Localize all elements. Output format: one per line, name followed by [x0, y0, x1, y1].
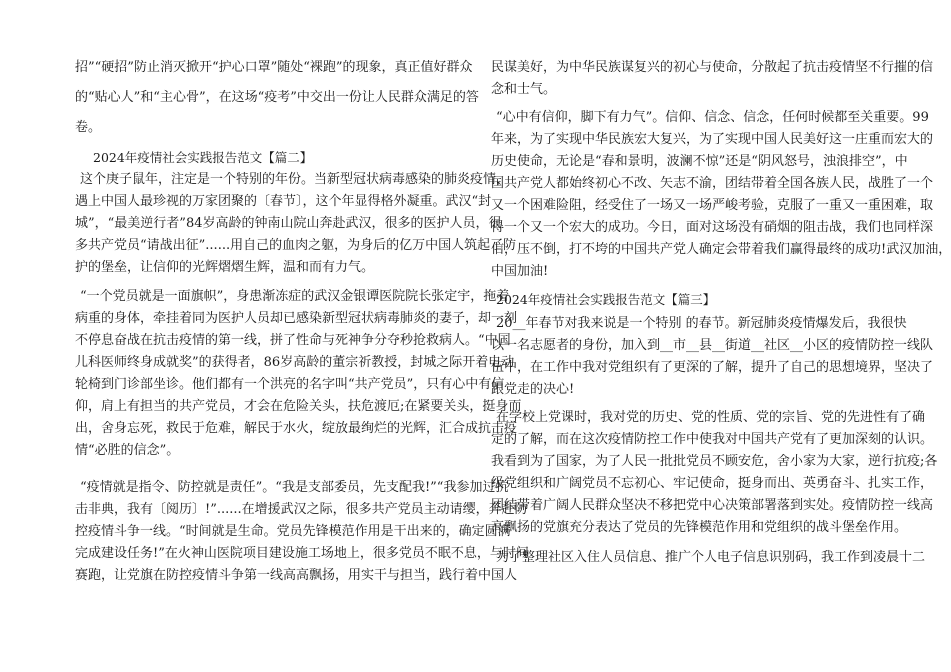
- paragraph-line: 得一个又一个宏大的成功。今日，面对这场没有硝烟的阻击战，我们也同样深: [491, 220, 934, 235]
- paragraph-line: 儿科医师终身成就奖”的获得者，86岁高龄的董宗祈教授，封城之际开着电动: [75, 355, 515, 370]
- paragraph-line: 以一名志愿者的身份，加入到__市__县__街道__社区__小区的疫情防控一线队: [491, 338, 934, 353]
- paragraph-line: 护的堡垒，让信仰的光辉熠熠生辉，温和而有力气。: [75, 260, 375, 275]
- paragraph-line: “一个党员就是一面旗帜”，身患渐冻症的武汉金银谭医院院长张定宇，拖着: [80, 289, 510, 304]
- paragraph-line: 出，舍身忘死，救民于危难，解民于水火，绽放最绚烂的光辉，汇合成抗击疫: [75, 421, 518, 436]
- paragraph-line: 不停息奋战在抗击疫情的第一线，拼了性命与死神争分夺秒抢救病人。“中国: [75, 333, 511, 348]
- paragraph-line: “疫情就是指令、防控就是责任”。“我是支部委员，先支配我!”“我参加过抗: [80, 480, 509, 495]
- paragraph-line: 历史使命，无论是“春和景明，波澜不惊”还是“阴风怒号，浊浪排空”，中: [491, 154, 908, 169]
- paragraph-line: 我看到为了国家，为了人民一批批党员不顾安危，舍小家为大家，逆行抗疫;各: [491, 454, 938, 469]
- paragraph-line: 招”“硬招”防止消灭掀开“护心口罩”随处“裸跑”的现象，真正值好群众: [75, 60, 473, 75]
- paragraph-line: “心中有信仰，脚下有力气”。信仰、信念、信念，任何时候都至关重要。99: [496, 110, 929, 125]
- paragraph-line: 遇上中国人最珍视的万家团聚的〔春节〕，这个年显得格外凝重。武汉“封: [75, 194, 492, 209]
- paragraph-line: 这个庚子鼠年，注定是一个特别的年份。当新型冠状病毒感染的肺炎疫情，: [80, 172, 510, 187]
- paragraph-line: 多共产党员“请战出征”......用自己的血肉之躯，为身后的亿万中国人筑起了防: [75, 238, 517, 253]
- paragraph-line: 仰，肩上有担当的共产党员，才会在危险关头，扶危渡厄;在紧要关头，挺身而: [75, 399, 522, 414]
- paragraph-line: 完成建设任务!”在火神山医院项目建设施工场地上，很多党员不眠不息，与时间: [75, 546, 529, 561]
- paragraph-line: 城”，“最美逆行者”84岁高龄的钟南山院山奔赴武汉，很多的医护人员，很: [75, 216, 502, 231]
- paragraph-line: 民谋美好，为中华民族谋复兴的初心与使命，分散起了抗击疫情坚不行摧的信: [491, 60, 934, 75]
- paragraph-line: 伍中，在工作中我对党组织有了更深的了解，提升了自己的思想境界，坚决了: [491, 360, 934, 375]
- paragraph-line: 轮椅到门诊部坐诊。他们都有一个洪亮的名字叫“共产党员”，只有心中有信: [75, 377, 505, 392]
- paragraph-line: 团结带着广阔人民群众坚决不移把党中心决策部署落到实处。疫情防控一线高: [491, 498, 934, 513]
- paragraph-line: 赛跑，让党旗在防控疫情斗争第一线高高飘扬，用实干与担当，践行着中国人: [75, 568, 518, 583]
- paragraph-line: 为了整理社区入住人员信息、推广个人电子信息识别码，我工作到凌晨十二: [496, 550, 926, 565]
- paragraph-line: 20__年春节对我来说是一个特别 的春节。新冠肺炎疫情爆发后，我很快: [496, 316, 907, 331]
- paragraph-line: 中国加油!: [491, 264, 549, 279]
- paragraph-line: 控疫情斗争一线。“时间就是生命。党员先锋模范作用是干出来的，确定圆满: [75, 524, 511, 539]
- paragraph-line: 卷。: [75, 120, 102, 135]
- paragraph-line: 情“必胜的信念”。: [75, 443, 180, 458]
- paragraph-line: 念和士气。: [491, 82, 557, 97]
- paragraph-line: 高飘扬的党旗充分表达了党员的先锋模范作用和党组织的战斗堡垒作用。: [491, 520, 908, 535]
- paragraph-line: 病重的身体，牵挂着同为医护人员却已感染新型冠状病毒肺炎的妻子，却一刻: [75, 311, 518, 326]
- paragraph-line: 的“贴心人”和“主心骨”，在这场“疫考”中交出一份让人民群众满足的答: [75, 90, 479, 105]
- paragraph-line: 跟党走的决心!: [491, 382, 575, 397]
- paragraph-line: 又一个困难险阻，经受住了一场又一场严峻考验，克服了一重又一重困难，取: [491, 198, 934, 213]
- paragraph-line: 年来，为了实现中华民族宏大复兴，为了实现中国人民美好这一庄重而宏大的: [491, 132, 934, 147]
- section-heading-part-three: 2024年疫情社会实践报告范文【篇三】: [496, 292, 716, 307]
- paragraph-line: 定的了解，而在这次疫情防控工作中使我对中国共产党有了更加深刻的认识。: [491, 432, 934, 447]
- paragraph-line: 国共产党人都始终初心不改、矢志不渝，团结带着全国各族人民，战胜了一个: [491, 176, 934, 191]
- paragraph-line: 击非典，我有〔阅历〕!”......在增援武汉之际，很多共产党员主动请缨，奔赴防: [75, 502, 528, 517]
- paragraph-line: 信，压不倒，打不垮的中国共产党人确定会带着我们赢得最终的成功!武汉加油，: [491, 242, 951, 257]
- section-heading-part-two: 2024年疫情社会实践报告范文【篇二】: [93, 150, 313, 165]
- paragraph-line: 在学校上党课时，我对党的历史、党的性质、党的宗旨、党的先进性有了确: [496, 410, 926, 425]
- paragraph-line: 级党组织和广阔党员不忘初心、牢记使命，挺身而出、英勇奋斗、扎实工作，: [491, 476, 934, 491]
